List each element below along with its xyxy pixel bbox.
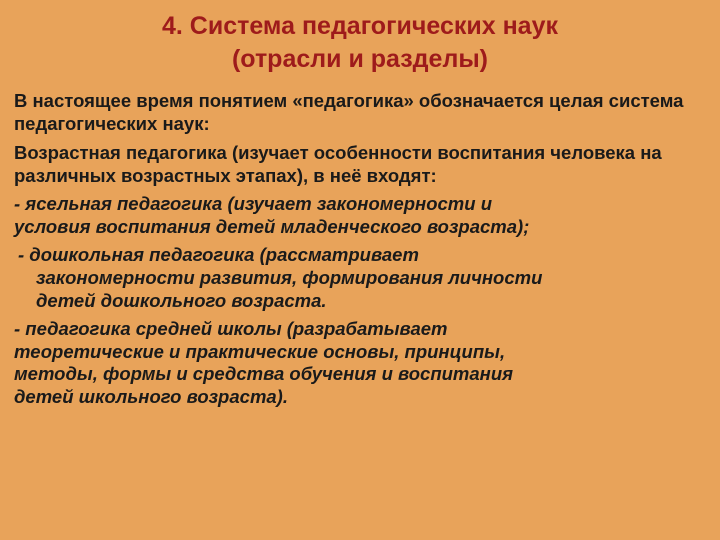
title-line-1: 4. Система педагогических наук	[161, 12, 558, 40]
list-item-line: - дошкольная педагогика (рассматривает	[18, 244, 419, 266]
slide-title	[0, 0, 720, 76]
age-pedagogy-paragraph: Возрастная педагогика (изучает особенности воспитания человека на различных возрастных этапах), в неё входят:	[14, 142, 662, 186]
slide-body	[0, 76, 720, 408]
list-item-line: закономерности развития, формирования личности	[36, 266, 543, 288]
list-item-line: методы, формы и средства обучения и воспитания	[14, 363, 514, 385]
list-item-line: условия воспитания детей младенческого возраста);	[14, 215, 530, 237]
list-item-line: - ясельная педагогика (изучает закономерности и	[14, 193, 492, 215]
list-item-line: детей дошкольного возраста.	[36, 289, 327, 311]
list-item	[12, 318, 708, 408]
title-line-2: (отрасли и разделы)	[231, 45, 489, 73]
list-item-line: - педагогика средней школы (разрабатывает	[14, 318, 448, 340]
list-item	[12, 244, 708, 312]
list-item-line: детей школьного возраста).	[14, 385, 288, 407]
list-item-line: теоретические и практические основы, принципы,	[14, 340, 506, 362]
list-item	[12, 193, 708, 238]
intro-paragraph: В настоящее время понятием «педагогика» обозначается целая система педагогических наук:	[14, 90, 684, 134]
